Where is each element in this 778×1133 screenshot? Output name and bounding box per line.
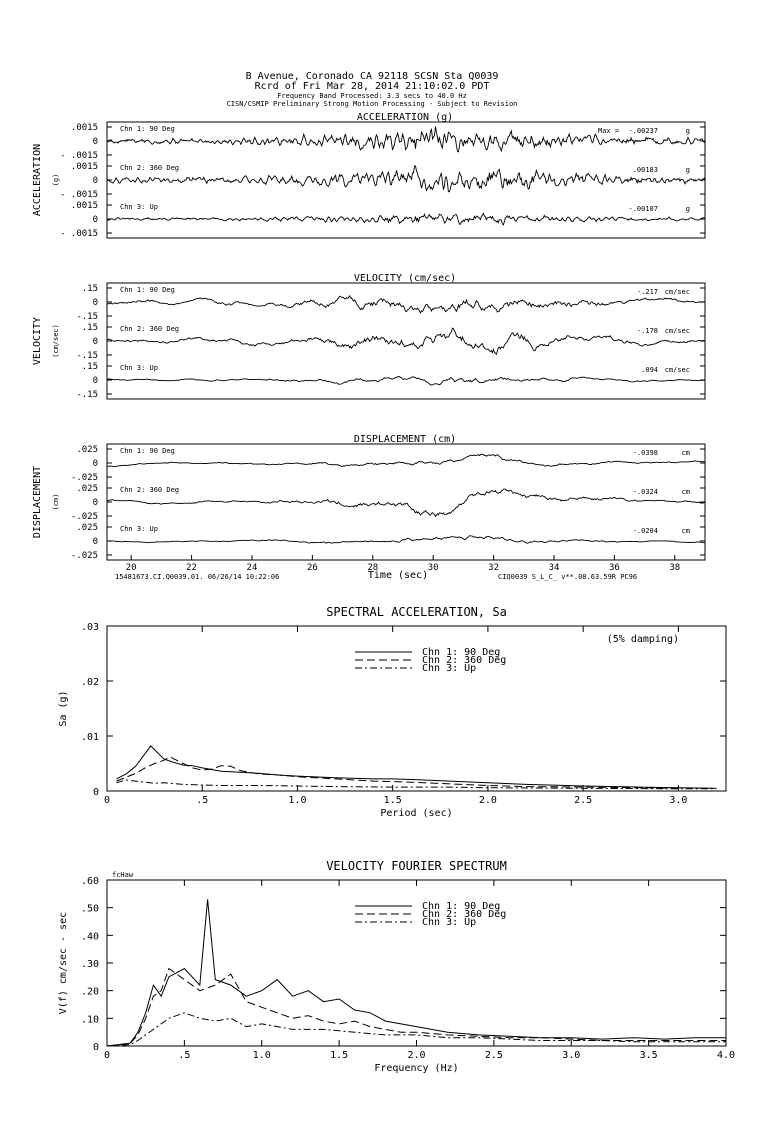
panel-2 bbox=[32, 434, 705, 581]
waveform-trace bbox=[107, 328, 705, 354]
y-axis-label: Sa (g) bbox=[58, 690, 69, 727]
channel-max: .00183 bbox=[632, 166, 658, 174]
legend-label: Chn 2: 360 Deg bbox=[422, 655, 507, 666]
y-tick-label: - .0015 bbox=[60, 190, 98, 200]
x-tick-label: .5 bbox=[178, 1050, 191, 1061]
channel-unit: cm/sec bbox=[664, 327, 690, 335]
y-tick-label: - .0015 bbox=[60, 229, 98, 239]
waveform-trace bbox=[107, 214, 705, 225]
channel-max: -.0324 bbox=[632, 488, 658, 496]
x-tick-label: 1.0 bbox=[288, 795, 307, 806]
y-tick-label: -.025 bbox=[70, 473, 98, 483]
x-tick-label: 1.0 bbox=[252, 1050, 271, 1061]
time-series-plots bbox=[32, 112, 705, 581]
y-tick-label: 0 bbox=[92, 298, 98, 308]
panel-title: VELOCITY (cm/sec) bbox=[353, 273, 457, 284]
panel-yunit: (cm) bbox=[52, 493, 60, 511]
legend-label: Chn 1: 90 Deg bbox=[422, 647, 501, 658]
x-tick-label: 1.5 bbox=[330, 1050, 349, 1061]
y-tick-label: -.025 bbox=[70, 512, 98, 522]
y-tick-label: .15 bbox=[81, 323, 98, 333]
y-tick-label: 0 bbox=[92, 215, 98, 225]
panel-ylabel: ACCELERATION bbox=[32, 143, 43, 217]
chart-title: VELOCITY FOURIER SPECTRUM bbox=[326, 859, 507, 873]
x-tick-label: 2.0 bbox=[407, 1050, 426, 1061]
y-axis-label: V(f) cm/sec - sec bbox=[58, 911, 69, 1015]
y-tick-label: .025 bbox=[76, 523, 98, 533]
y-tick-label: .20 bbox=[80, 986, 99, 998]
panel-title: ACCELERATION (g) bbox=[356, 112, 454, 123]
waveform-trace bbox=[107, 376, 705, 385]
header-line-2: Rcrd of Fri Mar 28, 2014 21:10:02.0 PDT bbox=[254, 81, 490, 92]
y-tick-label: .02 bbox=[80, 677, 99, 688]
panel-ylabel: VELOCITY bbox=[32, 316, 43, 366]
x-axis-label: Period (sec) bbox=[380, 808, 453, 819]
channel-unit: g bbox=[685, 166, 690, 174]
y-tick-label: .0015 bbox=[70, 123, 98, 133]
y-tick-label: 0 bbox=[92, 137, 98, 147]
header-line-3: Frequency Band Processed: 3.3 secs to 40.0 Hz bbox=[277, 92, 467, 100]
y-tick-label: 0 bbox=[92, 176, 98, 186]
panel-title: DISPLACEMENT (cm) bbox=[353, 434, 457, 445]
x-tick-label: 38 bbox=[669, 563, 681, 573]
channel-label: Chn 2: 360 Deg bbox=[120, 164, 180, 172]
y-tick-label: 0 bbox=[92, 537, 98, 547]
x-tick-label: 1.5 bbox=[383, 795, 402, 806]
y-tick-label: .025 bbox=[76, 484, 98, 494]
panel-1 bbox=[32, 273, 705, 400]
time-axis-label: Time (sec) bbox=[367, 570, 429, 581]
series-line bbox=[107, 899, 726, 1046]
channel-max: -.00237 bbox=[628, 127, 658, 135]
x-tick-label: 20 bbox=[125, 563, 137, 573]
y-tick-label: .30 bbox=[80, 959, 99, 970]
legend-label: Chn 2: 360 Deg bbox=[422, 909, 507, 920]
panel-ylabel: DISPLACEMENT bbox=[32, 465, 43, 539]
channel-max: -.00107 bbox=[628, 205, 658, 213]
y-tick-label: .60 bbox=[80, 876, 99, 887]
footer-right: CIQ0039 S_L_C_ v**.08.63.59R PC96 bbox=[498, 573, 638, 581]
channel-unit: cm bbox=[681, 449, 690, 457]
header bbox=[227, 71, 518, 108]
plot-frame bbox=[107, 626, 726, 791]
x-tick-label: 0 bbox=[103, 795, 111, 806]
x-tick-label: 30 bbox=[427, 563, 439, 573]
channel-unit: cm bbox=[681, 488, 690, 496]
y-tick-label: .01 bbox=[80, 732, 99, 743]
y-tick-label: .025 bbox=[76, 445, 98, 455]
panel-0 bbox=[32, 112, 705, 239]
x-tick-label: 2.5 bbox=[484, 1050, 503, 1061]
y-tick-label: - .0015 bbox=[60, 151, 98, 161]
spectral-acceleration-chart bbox=[58, 605, 726, 819]
y-tick-label: -.15 bbox=[76, 390, 98, 400]
y-tick-label: .0015 bbox=[70, 201, 98, 211]
legend-label: Chn 3: Up bbox=[422, 917, 477, 928]
channel-unit: g bbox=[685, 205, 690, 213]
y-tick-label: .50 bbox=[80, 903, 99, 915]
channel-unit: g bbox=[685, 127, 690, 135]
y-tick-label: .0015 bbox=[70, 162, 98, 172]
y-tick-label: 0 bbox=[92, 376, 98, 386]
waveform-trace bbox=[107, 489, 705, 516]
waveform-trace bbox=[107, 454, 705, 467]
channel-label: Chn 1: 90 Deg bbox=[120, 286, 175, 294]
header-line-1: B Avenue, Coronado CA 92118 SCSN Sta Q0039 bbox=[245, 71, 499, 82]
x-tick-label: 2.0 bbox=[478, 795, 497, 806]
chart-title: SPECTRAL ACCELERATION, Sa bbox=[326, 605, 507, 619]
waveform-trace bbox=[107, 536, 705, 544]
channel-unit: cm/sec bbox=[664, 288, 690, 296]
channel-max: .094 bbox=[641, 366, 658, 374]
channel-label: Chn 1: 90 Deg bbox=[120, 125, 175, 133]
y-tick-label: 0 bbox=[92, 337, 98, 347]
channel-label: Chn 3: Up bbox=[120, 203, 158, 211]
channel-unit: cm bbox=[681, 527, 690, 535]
channel-max: -.217 bbox=[636, 288, 658, 296]
footer-left: 15481673.CI.Q0039.01. 06/26/14 10:22:06 bbox=[115, 573, 280, 581]
y-tick-label: -.025 bbox=[70, 551, 98, 561]
x-tick-label: 3.0 bbox=[669, 795, 688, 806]
y-tick-label: .10 bbox=[80, 1014, 99, 1026]
y-tick-label: -.15 bbox=[76, 351, 98, 361]
x-tick-label: 4.0 bbox=[716, 1050, 736, 1061]
y-tick-label: 0 bbox=[92, 498, 98, 508]
x-tick-label: 24 bbox=[246, 563, 258, 573]
damping-note: (5% damping) bbox=[606, 634, 679, 645]
x-tick-label: 3.0 bbox=[562, 1050, 581, 1061]
x-tick-label: 26 bbox=[306, 563, 318, 573]
fourier-corner-tag: fcHaw bbox=[112, 871, 134, 879]
channel-label: Chn 3: Up bbox=[120, 364, 158, 372]
y-tick-label: 0 bbox=[92, 1042, 99, 1053]
x-tick-label: .5 bbox=[196, 795, 209, 806]
x-tick-label: 2.5 bbox=[574, 795, 593, 806]
x-tick-label: 36 bbox=[608, 563, 620, 573]
y-tick-label: 0 bbox=[92, 787, 99, 798]
y-tick-label: .15 bbox=[81, 362, 98, 372]
x-tick-label: 32 bbox=[488, 563, 500, 573]
y-tick-label: .15 bbox=[81, 284, 98, 294]
waveform-trace bbox=[107, 296, 705, 313]
channel-max: -.0398 bbox=[632, 449, 658, 457]
channel-label: Chn 2: 360 Deg bbox=[120, 325, 180, 333]
x-tick-label: 28 bbox=[367, 563, 379, 573]
y-tick-label: 0 bbox=[92, 459, 98, 469]
y-tick-label: .03 bbox=[80, 622, 99, 633]
channel-max: -.178 bbox=[636, 327, 658, 335]
series-line bbox=[117, 757, 679, 788]
legend-label: Chn 3: Up bbox=[422, 663, 477, 674]
x-tick-label: 3.5 bbox=[639, 1050, 658, 1061]
y-tick-label: .40 bbox=[80, 931, 99, 943]
waveform-trace bbox=[107, 166, 705, 192]
plot-frame bbox=[107, 880, 726, 1046]
x-tick-label: 34 bbox=[548, 563, 560, 573]
x-tick-label: 22 bbox=[186, 563, 197, 573]
series-line bbox=[117, 746, 717, 788]
y-tick-label: -.15 bbox=[76, 312, 98, 322]
channel-max: -.0204 bbox=[632, 527, 658, 535]
panel-yunit: (g) bbox=[52, 173, 60, 187]
x-axis-label: Frequency (Hz) bbox=[374, 1063, 459, 1074]
channel-label: Chn 2: 360 Deg bbox=[120, 486, 180, 494]
header-line-4: CISN/CSMIP Preliminary Strong Motion Processing - Subject to Revision bbox=[226, 100, 518, 108]
channel-label: Chn 1: 90 Deg bbox=[120, 447, 175, 455]
legend-label: Chn 1: 90 Deg bbox=[422, 901, 501, 912]
max-prefix: Max = bbox=[598, 127, 620, 135]
panel-yunit: (cm/sec) bbox=[52, 324, 60, 358]
x-tick-label: 0 bbox=[103, 1050, 111, 1061]
velocity-fourier-spectrum-chart bbox=[58, 859, 735, 1074]
channel-label: Chn 3: Up bbox=[120, 525, 158, 533]
channel-unit: cm/sec bbox=[664, 366, 690, 374]
